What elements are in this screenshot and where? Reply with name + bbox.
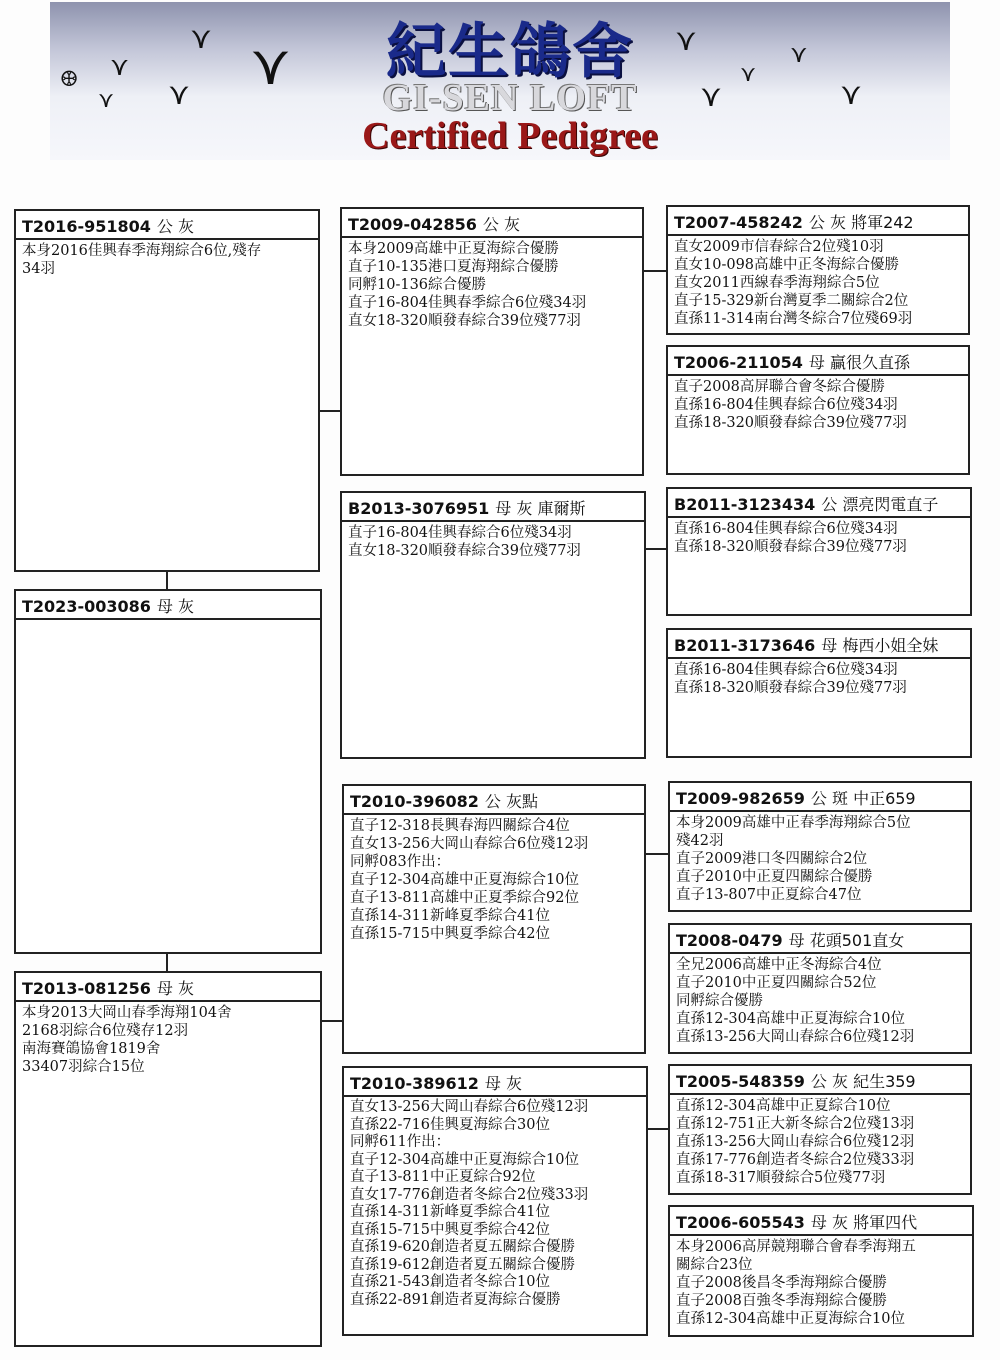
note-line: 直子13-807中正夏綜合47位 xyxy=(676,887,862,903)
note-line: 直子13-811高雄中正夏季綜合92位 xyxy=(350,890,579,906)
note-line: 直孫14-311新峰夏季綜合41位 xyxy=(350,908,550,924)
bird-card-header xyxy=(16,211,318,240)
note-line: 直孫22-716佳興夏海綜合30位 xyxy=(350,1116,550,1133)
bird-card-header xyxy=(668,207,968,236)
bird-card-maternal-dam xyxy=(342,1066,648,1336)
bird-card-header xyxy=(342,209,642,238)
bird-card-notes xyxy=(668,376,968,434)
note-line: 同孵083作出： xyxy=(350,854,451,870)
note-line: 直孫19-612創造者夏五關綜合優勝 xyxy=(350,1256,576,1273)
bird-card-notes xyxy=(670,954,970,1048)
bird-attributes: 母 贏很久直孫 xyxy=(808,353,910,372)
ring-number: T2006-605543 xyxy=(676,1213,805,1232)
bird-card-header xyxy=(344,1068,646,1097)
ring-number: T2010-396082 xyxy=(350,792,479,811)
note-line: 直孫12-304高雄中正夏綜合10位 xyxy=(676,1098,891,1114)
note-line: 直孫21-543創造者冬綜合10位 xyxy=(350,1274,550,1290)
connector-line xyxy=(320,410,342,412)
ring-number: T2013-081256 xyxy=(22,979,151,998)
note-line: 直子10-135港口夏海翔綜合優勝 xyxy=(348,259,559,275)
ring-number: T2009-042856 xyxy=(348,215,477,234)
note-line: 直女2009市信春綜合2位殘10羽 xyxy=(674,239,884,255)
loft-title-english: GI-SEN LOFT xyxy=(382,77,638,119)
note-line: 同孵611作出： xyxy=(350,1134,451,1150)
note-line: 本身2009高雄中正夏海綜合優勝 xyxy=(348,241,559,257)
bird-card-header xyxy=(668,630,970,659)
bird-card-maternal-dam-sire xyxy=(668,1064,972,1195)
bird-card-header xyxy=(668,347,968,376)
bird-attributes: 公 灰 xyxy=(482,215,520,234)
bird-attributes: 母 灰 xyxy=(156,979,194,998)
bird-attributes: 公 灰點 xyxy=(484,792,538,811)
bird-card-maternal-dam-dam xyxy=(668,1205,974,1337)
note-line: 直孫18-320順發春綜合39位殘77羽 xyxy=(674,680,907,696)
certified-pedigree-title: Certified Pedigree xyxy=(362,115,658,157)
bird-card-notes xyxy=(670,1236,972,1330)
note-line: 本身2009高雄中正春季海翔綜合5位 xyxy=(676,815,911,831)
ring-number: T2007-458242 xyxy=(674,213,803,232)
bird-attributes: 母 灰 xyxy=(156,597,194,616)
bird-card-notes xyxy=(344,1097,646,1311)
note-line: 直女17-776創造者冬綜合2位殘33羽 xyxy=(350,1186,589,1203)
bird-icon: ⋎ xyxy=(700,79,722,114)
note-line: 本身2016佳興春季海翔綜合6位,殘存 xyxy=(22,243,262,259)
connector-line xyxy=(320,1020,344,1022)
note-line: 直子2008百強冬季海翔綜合優勝 xyxy=(676,1293,887,1309)
bird-attributes: 母 花頭501直女 xyxy=(788,931,905,950)
bird-icon: ⋎ xyxy=(98,88,115,113)
bird-card-maternal-sire-sire xyxy=(668,781,972,912)
note-line: 南海賽鴿協會1819舍 xyxy=(22,1041,161,1057)
bird-card-maternal-sire xyxy=(342,784,646,1054)
bird-attributes: 母 灰 庫爾斯 xyxy=(495,499,586,518)
bird-icon: ⋎ xyxy=(790,40,808,68)
note-line: 直子16-804佳興春季綜合6位殘34羽 xyxy=(348,295,587,311)
note-line: 直孫16-804佳興春綜合6位殘34羽 xyxy=(674,521,898,537)
bird-attributes: 公 灰 紀生359 xyxy=(810,1072,916,1091)
ring-number: T2016-951804 xyxy=(22,217,151,236)
note-line: 直女18-320順發春綜合39位殘77羽 xyxy=(348,543,581,559)
bird-card-notes xyxy=(344,815,644,945)
bird-card-subject-dam xyxy=(14,589,322,954)
connector-line xyxy=(166,953,168,972)
note-line: 殘42羽 xyxy=(676,833,724,849)
connector-line xyxy=(644,270,668,272)
note-line: 直子12-318長興春海四關綜合4位 xyxy=(350,818,570,834)
note-line: 本身2013大岡山春季海翔104舍 xyxy=(22,1005,232,1021)
note-line: 34羽 xyxy=(22,261,55,277)
note-line: 直子13-811中正夏綜合92位 xyxy=(350,1169,536,1185)
note-line: 直孫19-620創造者夏五關綜合優勝 xyxy=(350,1239,576,1255)
note-line: 直孫18-320順發春綜合39位殘77羽 xyxy=(674,415,907,431)
ring-number: B2013-3076951 xyxy=(348,499,490,518)
bird-card-header xyxy=(16,973,320,1002)
note-line: 直孫18-317順發綜合5位殘77羽 xyxy=(676,1170,886,1186)
bird-card-header xyxy=(16,591,320,620)
note-line: 直孫22-891創造者夏海綜合優勝 xyxy=(350,1291,561,1308)
note-line: 直子12-304高雄中正夏海綜合10位 xyxy=(350,1151,579,1168)
bird-card-dam xyxy=(340,491,646,759)
bird-card-header xyxy=(670,783,970,812)
bird-icon: 𐃏 xyxy=(60,68,79,93)
ring-number: B2011-3173646 xyxy=(674,636,816,655)
note-line: 直子2008後昌冬季海翔綜合優勝 xyxy=(676,1275,887,1291)
note-line: 直孫13-256大岡山春綜合6位殘12羽 xyxy=(676,1134,915,1150)
bird-icon: ⋎ xyxy=(110,52,130,82)
note-line: 直孫12-304高雄中正夏海綜合10位 xyxy=(676,1011,905,1027)
note-line: 同孵綜合優勝 xyxy=(676,993,763,1009)
bird-icon: ⋎ xyxy=(675,23,697,58)
ring-number: T2023-003086 xyxy=(22,597,151,616)
bird-card-notes xyxy=(342,238,642,332)
bird-card-notes xyxy=(16,240,318,280)
ring-number: T2009-982659 xyxy=(676,789,805,808)
ring-number: T2010-389612 xyxy=(350,1074,479,1093)
bird-card-sire-dam xyxy=(666,345,970,475)
note-line: 直女10-098高雄中正冬海綜合優勝 xyxy=(674,257,900,273)
bird-card-subject-third xyxy=(14,971,322,1347)
note-line: 直女13-256大岡山春綜合6位殘12羽 xyxy=(350,836,589,852)
note-line: 直女18-320順發春綜合39位殘77羽 xyxy=(348,313,581,329)
bird-card-header xyxy=(670,1066,970,1095)
bird-card-notes xyxy=(670,1095,970,1189)
note-line: 直孫12-304高雄中正夏海綜合10位 xyxy=(676,1311,905,1327)
note-line: 直子2010中正夏四關綜合優勝 xyxy=(676,869,873,885)
bird-attributes: 公 漂亮閃電直子 xyxy=(821,495,939,514)
loft-title-chinese: 紀生鴿舍 xyxy=(386,17,634,87)
bird-card-dam-dam xyxy=(666,628,972,758)
note-line: 直子15-329新台灣夏季二關綜合2位 xyxy=(674,293,909,309)
bird-card-notes xyxy=(668,236,968,330)
bird-card-notes xyxy=(670,812,970,906)
bird-card-header xyxy=(668,489,970,518)
note-line: 直子12-304高雄中正夏海綜合10位 xyxy=(350,872,579,888)
bird-card-notes xyxy=(668,659,970,699)
note-line: 同孵10-136綜合優勝 xyxy=(348,277,487,293)
bird-card-header xyxy=(344,786,644,815)
note-line: 直孫18-320順發春綜合39位殘77羽 xyxy=(674,539,907,555)
header-banner xyxy=(50,2,950,160)
note-line: 直子2010中正夏四關綜合52位 xyxy=(676,975,877,991)
bird-attributes: 母 灰 將軍四代 xyxy=(810,1213,918,1232)
bird-card-notes xyxy=(16,1002,320,1078)
note-line: 2168羽綜合6位殘存12羽 xyxy=(22,1023,189,1039)
bird-card-header xyxy=(342,493,644,522)
note-line: 直孫12-751正大新冬綜合2位殘13羽 xyxy=(676,1116,915,1132)
bird-icon: ⋎ xyxy=(250,33,292,98)
ring-number: T2005-548359 xyxy=(676,1072,805,1091)
bird-card-subject-sire xyxy=(14,209,320,572)
connector-line xyxy=(646,853,670,855)
note-line: 直孫11-314南台灣冬綜合7位殘69羽 xyxy=(674,311,913,327)
bird-attributes: 公 斑 中正659 xyxy=(810,789,916,808)
bird-attributes: 公 灰 xyxy=(156,217,194,236)
bird-card-header xyxy=(670,1207,972,1236)
note-line: 本身2006高屏競翔聯合會春季海翔五 xyxy=(676,1239,916,1255)
bird-attributes: 母 灰 xyxy=(484,1074,522,1093)
connector-line xyxy=(646,1128,670,1130)
bird-icon: ⋎ xyxy=(190,21,212,56)
bird-card-notes xyxy=(668,518,970,558)
bird-attributes: 母 梅西小姐全妹 xyxy=(821,636,939,655)
bird-attributes: 公 灰 將軍242 xyxy=(808,213,914,232)
note-line: 直孫16-804佳興春綜合6位殘34羽 xyxy=(674,662,898,678)
note-line: 直孫15-715中興夏季綜合42位 xyxy=(350,1221,550,1238)
note-line: 直孫17-776創造者冬綜合2位殘33羽 xyxy=(676,1152,915,1168)
note-line: 33407羽綜合15位 xyxy=(22,1059,145,1075)
note-line: 全兄2006高雄中正冬海綜合4位 xyxy=(676,957,882,973)
ring-number: T2008-0479 xyxy=(676,931,783,950)
note-line: 直孫13-256大岡山春綜合6位殘12羽 xyxy=(676,1029,915,1045)
note-line: 關綜合23位 xyxy=(676,1257,753,1273)
note-line: 直子16-804佳興春綜合6位殘34羽 xyxy=(348,525,572,541)
connector-line xyxy=(166,571,168,590)
note-line: 直女13-256大岡山春綜合6位殘12羽 xyxy=(350,1099,589,1115)
note-line: 直孫16-804佳興春綜合6位殘34羽 xyxy=(674,397,898,413)
ring-number: T2006-211054 xyxy=(674,353,803,372)
bird-card-dam-sire xyxy=(666,487,972,616)
note-line: 直女2011西線春季海翔綜合5位 xyxy=(674,275,880,291)
note-line: 直孫14-311新峰夏季綜合41位 xyxy=(350,1204,550,1220)
note-line: 直子2008高屏聯合會冬綜合優勝 xyxy=(674,379,885,395)
bird-card-sire-sire xyxy=(666,205,970,335)
bird-icon: ⋎ xyxy=(168,77,190,112)
connector-line xyxy=(644,548,668,550)
bird-card-sire xyxy=(340,207,644,476)
note-line: 直孫15-715中興夏季綜合42位 xyxy=(350,926,550,942)
bird-card-header xyxy=(670,925,970,954)
note-line: 直子2009港口冬四關綜合2位 xyxy=(676,851,868,867)
bird-card-notes xyxy=(342,522,644,562)
bird-icon: ⋎ xyxy=(740,62,757,87)
ring-number: B2011-3123434 xyxy=(674,495,816,514)
bird-icon: ⋎ xyxy=(840,77,862,112)
bird-card-maternal-sire-dam xyxy=(668,923,972,1054)
